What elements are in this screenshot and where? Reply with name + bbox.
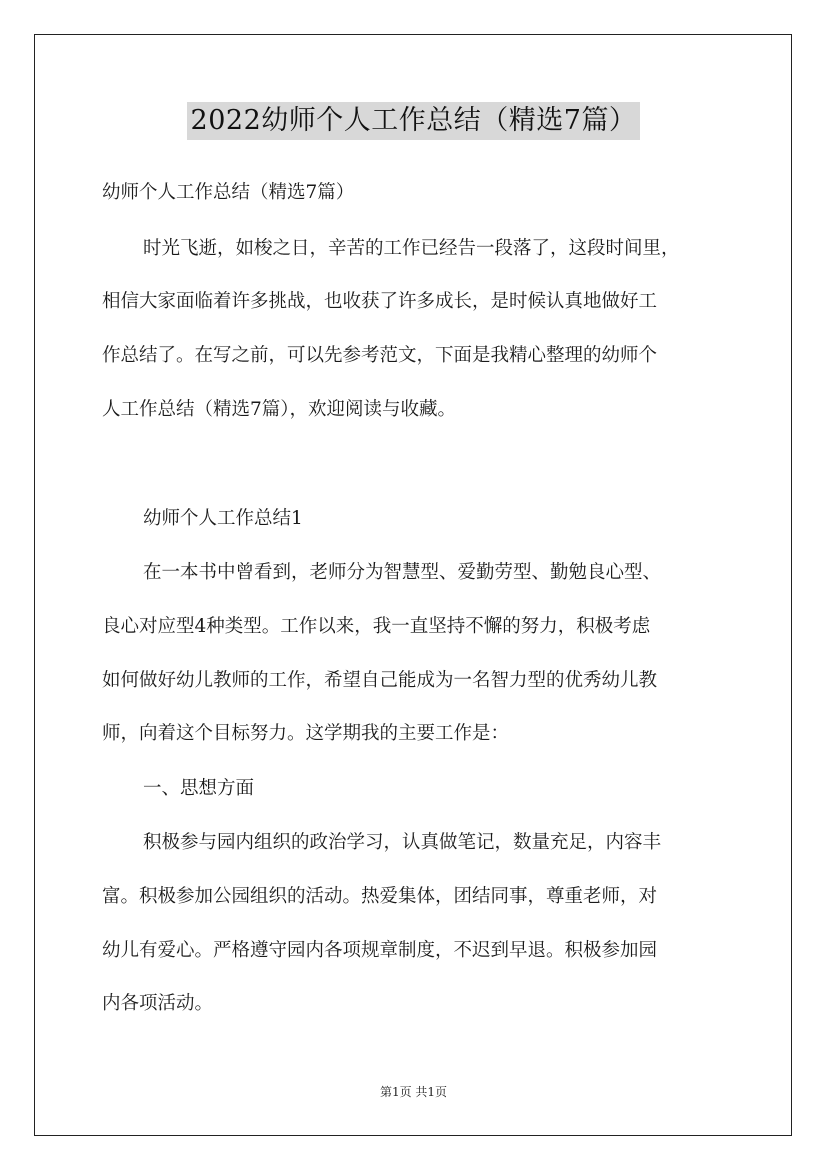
section-paragraph-line: 在一本书中曾看到，老师分为智慧型、爱勤劳型、勤勉良心型、 xyxy=(143,562,662,583)
thought-paragraph-line: 幼儿有爱心。严格遵守园内各项规章制度，不迟到早退。积极参加园 xyxy=(102,940,658,961)
intro-line: 时光飞逝，如梭之日，辛苦的工作已经告一段落了，这段时间里， xyxy=(143,238,680,259)
section-paragraph-line: 良心对应型4种类型。工作以来，我一直坚持不懈的努力，积极考虑 xyxy=(102,616,651,637)
document-subtitle: 幼师个人工作总结（精选7篇） xyxy=(102,182,355,203)
subheading: 一、思想方面 xyxy=(143,778,255,799)
thought-paragraph-line: 内各项活动。 xyxy=(102,993,214,1014)
document-title: 2022幼师个人工作总结（精选7篇） xyxy=(187,102,641,140)
thought-paragraph-line: 富。积极参加公园组织的活动。热爱集体，团结同事，尊重老师，对 xyxy=(102,886,658,907)
title-container xyxy=(0,102,827,140)
section-heading: 幼师个人工作总结1 xyxy=(143,508,303,529)
page-footer: 第1页 共1页 xyxy=(379,1085,448,1099)
section-paragraph-line: 师，向着这个目标努力。这学期我的主要工作是： xyxy=(102,723,510,744)
intro-line: 人工作总结（精选7篇），欢迎阅读与收藏。 xyxy=(102,399,457,420)
thought-paragraph-line: 积极参与园内组织的政治学习，认真做笔记，数量充足，内容丰 xyxy=(143,832,662,853)
intro-line: 相信大家面临着许多挑战，也收获了许多成长，是时候认真地做好工 xyxy=(102,291,658,312)
intro-line: 作总结了。在写之前，可以先参考范文，下面是我精心整理的幼师个 xyxy=(102,345,658,366)
section-paragraph-line: 如何做好幼儿教师的工作，希望自己能成为一名智力型的优秀幼儿教 xyxy=(102,670,658,691)
